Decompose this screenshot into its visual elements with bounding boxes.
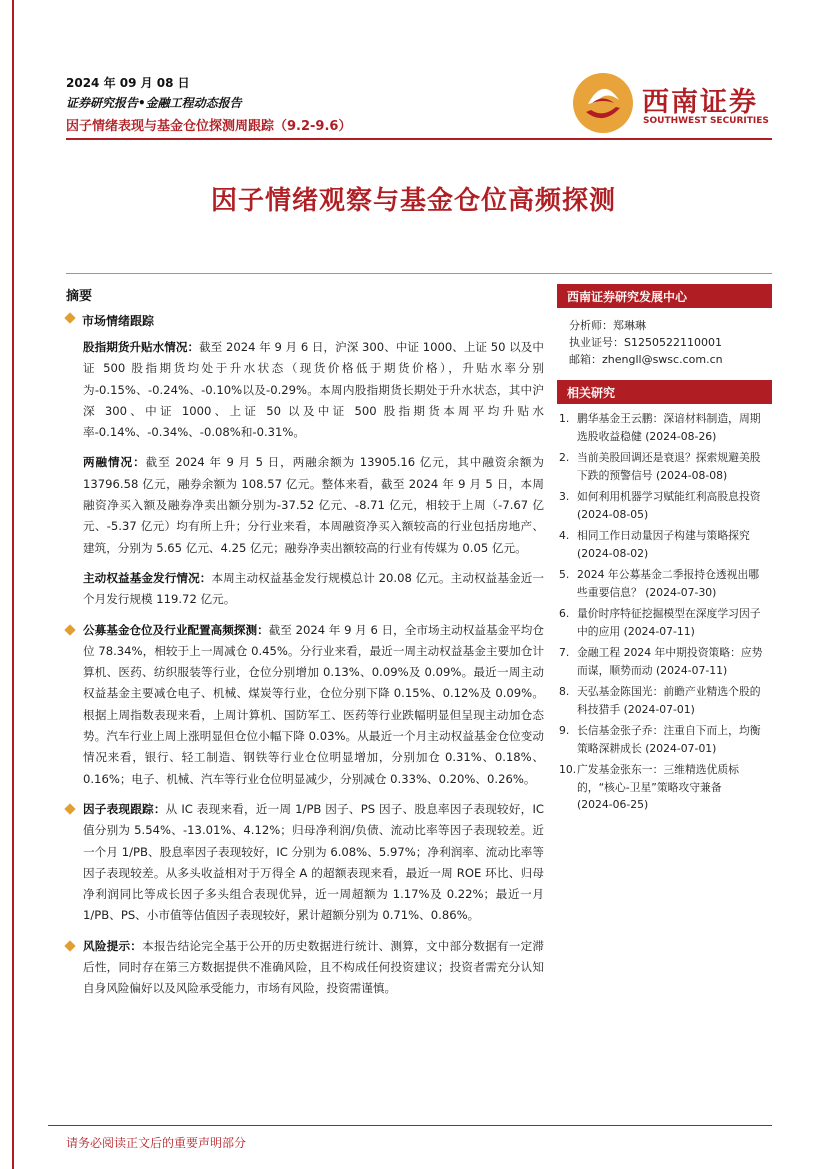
- related-item-title: 长信基金张子乔：注重自下而上，均衡策略深耕成长: [577, 724, 761, 755]
- paragraph-factor-performance: [66, 799, 544, 927]
- related-item-date: (2024-08-02): [577, 546, 649, 560]
- related-item[interactable]: [557, 644, 772, 679]
- related-item-title: 金融工程 2024 年中期投资策略：应势而谋，顺势而动: [577, 646, 763, 677]
- section-heading-label: 市场情绪跟踪: [82, 314, 155, 328]
- paragraph-text: 截至 2024 年 9 月 6 日，全市场主动权益基金平均仓位 78.34%，相较于上一周减仓 0.45%。分行业来看，最近一周主动权益基金主要加仓计算机、医药、纺织服装等行业，仓位分别增加 0.13%、0.09%及 0.09%。最近一周主动权益基金主要减仓电子、机械、煤炭等行业，仓位分别下降 0.15%、0.12%及 0.09%。根据上周指数表现来看，上周计算机、国防军工、医药等行业跌幅明显但呈现主动加仓态势。汽车行业上周上涨明显但仓位小幅下降 0.03%。从最近一个月主动权益基金仓位变动情况来看，银行、轻工制造、钢铁等行业仓位明显增加，分别加仓 0.31%、0.18%、0.16%；电子、机械、汽车等行业仓位明显减少，分别减仓 0.33%、0.20%、0.26%。: [83, 622, 544, 786]
- related-item-number: 5.: [559, 568, 570, 581]
- paragraph-label: 主动权益基金发行情况：: [83, 570, 212, 585]
- related-item[interactable]: [557, 527, 772, 562]
- related-item-date: (2024-07-01): [645, 741, 717, 755]
- related-item-title: 2024 年公募基金二季报持仓透视出哪些重要信息？: [577, 568, 760, 599]
- report-category: 证券研究报告•金融工程动态报告: [66, 96, 242, 110]
- related-item[interactable]: [557, 761, 772, 814]
- related-item-title: 广发基金张东一：三维精选优质标的，“核心-卫星”策略攻守兼备: [577, 763, 739, 794]
- footer-divider: [48, 1125, 772, 1126]
- section-heading-market: [66, 312, 544, 329]
- logo-name-cn: 西南证券: [642, 87, 758, 118]
- related-item-number: 7.: [559, 646, 570, 659]
- company-logo: [570, 72, 770, 132]
- related-item-number: 2.: [559, 451, 570, 464]
- paragraph-text: 本周主动权益基金发行规模总计 20.08 亿元。主动权益基金近一个月发行规模 119.72 亿元。: [83, 570, 544, 607]
- abstract-section: [66, 285, 544, 1000]
- related-item-number: 1.: [559, 412, 570, 425]
- related-item[interactable]: [557, 566, 772, 601]
- related-item-title: 相同工作日动量因子构建与策略探究: [577, 529, 750, 542]
- paragraph-label: 公募基金仓位及行业配置高频探测：: [83, 622, 269, 637]
- related-item-title: 量价时序特征挖掘模型在深度学习因子中的应用: [577, 607, 761, 638]
- report-series: 因子情绪表现与基金仓位探测周跟踪（9.2-9.6）: [66, 119, 352, 134]
- header-divider: [66, 138, 772, 140]
- paragraph-label: 股指期货升贴水情况：: [83, 340, 200, 354]
- related-item[interactable]: [557, 449, 772, 484]
- related-item-number: 6.: [559, 607, 570, 620]
- paragraph-label: 两融情况：: [83, 455, 146, 470]
- related-item[interactable]: [557, 722, 772, 757]
- footer-disclaimer: 请务必阅读正文后的重要声明部分: [66, 1136, 247, 1150]
- analyst-license: 执业证号：S1250522110001: [569, 336, 722, 349]
- related-item-number: 3.: [559, 490, 570, 503]
- analyst-name: 分析师：郑琳琳: [569, 319, 646, 332]
- paragraph-text: 从 IC 表现来看，近一周 1/PB 因子、PS 因子、股息率因子表现较好，IC 值分别为 5.54%、-13.01%、4.12%；归母净利润/负债、流动比率等因子表现较差。近一个月 1/PB、股息率因子表现较好，IC 分别为 6.08%、5.97%；净利润率、流动比率等因子表现较差。从多头收益相对于万得全 A 的超额表现来看，最近一周 ROE 环比、归母净利润同比等成长因子多头组合表现优异，近一周超额为 1.17%及 0.22%；最近一月 1/PB、PS、小市值等估值因子表现较好，累计超额分别为 0.71%、0.86%。: [83, 801, 544, 923]
- bullet-block-fund-position: [66, 620, 544, 790]
- related-item-date: (2024-06-25): [577, 798, 649, 811]
- sidebar: [557, 284, 772, 818]
- paragraph-risk-warning: [66, 936, 544, 1000]
- paragraph-fund-position: [66, 620, 544, 790]
- related-item[interactable]: [557, 488, 772, 523]
- bullet-block-risk: [66, 936, 544, 1000]
- paragraph-margin-trading: [66, 452, 544, 558]
- related-item[interactable]: [557, 410, 772, 445]
- related-item-date: (2024-08-08): [656, 468, 728, 482]
- paragraph-text: 截至 2024 年 9 月 6 日，沪深 300、中证 1000、上证 50 以及中证 500 股指期货均处于升水状态（现货价格低于期货价格），升贴水率分别为-0.15%、-0.24%、-0.10%以及-0.29%。本周内股指期货长期处于升水状态，其中沪深 300、中证 1000、上证 50 以及中证 500 股指期货本周平均升贴水率-0.14%、-0.34%、-0.08%和-0.31%。: [83, 340, 544, 440]
- related-item-number: 4.: [559, 529, 570, 542]
- related-item-title: 当前美股回调还是衰退？探索规避美股下跌的预警信号: [577, 451, 761, 482]
- paragraph-label: 因子表现跟踪：: [83, 801, 166, 816]
- report-date: 2024 年 09 月 08 日: [66, 76, 190, 90]
- related-item-number: 10.: [559, 763, 577, 776]
- related-item[interactable]: [557, 683, 772, 718]
- related-research-list: [557, 410, 772, 814]
- related-item[interactable]: [557, 605, 772, 640]
- research-center-title: 西南证券研究发展中心: [557, 284, 772, 308]
- related-item-title: 天弘基金陈国光：前瞻产业精选个股的科技猎手: [577, 685, 761, 716]
- related-item-date: (2024-07-11): [623, 624, 695, 638]
- related-research-title: 相关研究: [557, 380, 772, 404]
- related-item-date: (2024-08-26): [645, 429, 717, 443]
- related-item-date: (2024-07-01): [623, 702, 695, 716]
- paragraph-fund-issuance: [66, 568, 544, 611]
- paragraph-label: 风险提示：: [83, 938, 143, 953]
- related-item-number: 8.: [559, 685, 570, 698]
- logo-emblem-icon: [572, 72, 634, 134]
- related-item-title: 鹏华基金王云鹏：深谙材料制造，周期选股收益稳健: [577, 412, 761, 443]
- diamond-bullet-icon: [64, 312, 75, 323]
- paragraph-futures-basis: [66, 337, 544, 443]
- related-item-date: (2024-07-11): [656, 663, 728, 677]
- related-item-title: 如何利用机器学习赋能红利高股息投资: [577, 490, 761, 503]
- left-margin-rule: [12, 0, 14, 1169]
- related-item-number: 9.: [559, 724, 570, 737]
- abstract-heading: 摘要: [66, 289, 93, 304]
- title-divider: [66, 273, 772, 274]
- analyst-email: 邮箱：zhengll@swsc.com.cn: [569, 353, 723, 366]
- logo-name-en: SOUTHWEST SECURITIES: [643, 116, 769, 126]
- related-item-date: (2024-08-05): [577, 507, 649, 521]
- related-item-date: (2024-07-30): [645, 585, 717, 599]
- paragraph-text: 截至 2024 年 9 月 5 日，两融余额为 13905.16 亿元，其中融资余额为 13796.58 亿元，融券余额为 108.57 亿元。整体来看，截至 2024 年 9 月 5 日，本周融资净买入额及融券净卖出额分别为-37.52 亿元、-8.71 亿元，相较于上周（-7.67 亿元、-5.37 亿元）均有所上升；分行业来看，本周融资净买入额较高的行业包括房地产、建筑，分别为 5.65 亿元、4.25 亿元；融券净卖出额较高的行业有传媒为 0.05 亿元。: [83, 455, 544, 555]
- paragraph-text: 本报告结论完全基于公开的历史数据进行统计、测算，文中部分数据有一定滞后性，同时存在第三方数据提供不准确风险，且不构成任何投资建议；投资者需充分认知自身风险偏好以及风险承受能力，市场有风险，投资需谨慎。: [83, 938, 544, 996]
- page-title: 因子情绪观察与基金仓位高频探测: [210, 186, 616, 216]
- bullet-block-factor: [66, 799, 544, 927]
